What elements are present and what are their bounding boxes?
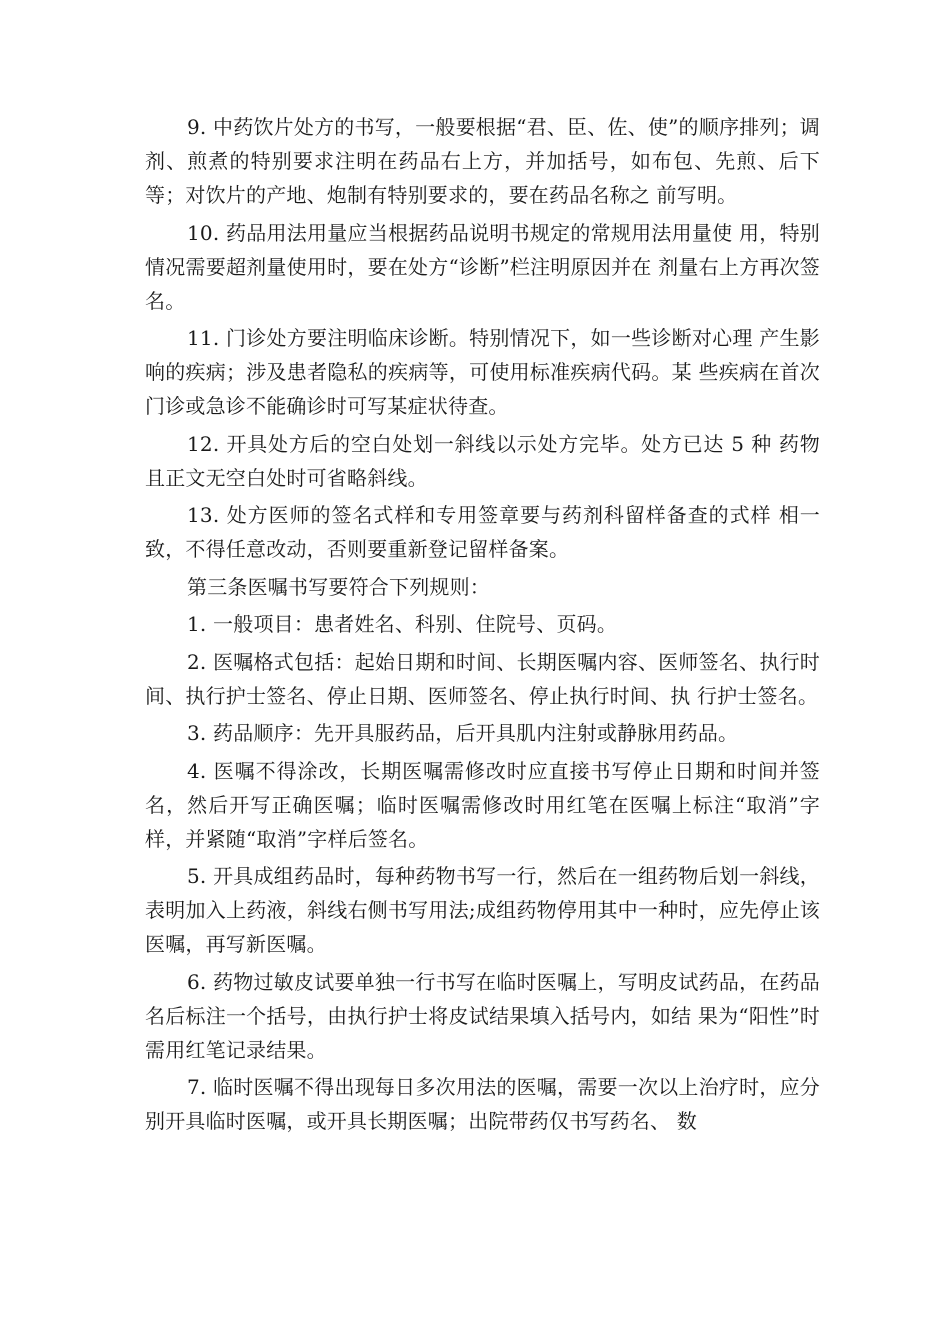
document-body <box>145 110 820 1142</box>
paragraph-rule-11: 11. 门诊处方要注明临床诊断。特别情况下，如一些诊断对心理 产生影响的疾病；涉及患者隐私的疾病等，可使用标准疾病代码。某 些疾病在首次门诊或急诊不能确诊时可写某症状待查。 <box>145 326 820 418</box>
paragraph-order-2: 2. 医嘱格式包括：起始日期和时间、长期医嘱内容、医师签名、执行时间、执行护士签名、停止日期、医师签名、停止执行时间、执 行护士签名。 <box>145 649 820 708</box>
paragraph-order-4: 4. 医嘱不得涂改，长期医嘱需修改时应直接书写停止日期和时间并签名，然后开写正确医嘱；临时医嘱需修改时用红笔在医嘱上标注“取消”字样，并紧随“取消”字样后签名。 <box>145 758 820 851</box>
paragraph-rule-13: 13. 处方医师的签名式样和专用签章要与药剂科留样备查的式样 相一致，不得任意改动，否则要重新登记留样备案。 <box>145 503 820 561</box>
paragraph-rule-9: 9. 中药饮片处方的书写，一般要根据“君、臣、佐、使”的顺序排列；调剂、煎煮的特别要求注明在药品右上方，并加括号，如布包、先煎、后下等；对饮片的产地、炮制有特别要求的，要在药品名称之 前写明。 <box>145 115 820 207</box>
paragraph-rule-12: 12. 开具处方后的空白处划一斜线以示处方完毕。处方已达 5 种 药物且正文无空白处时可省略斜线。 <box>145 431 820 490</box>
paragraph-order-5: 5. 开具成组药品时，每种药物书写一行，然后在一组药物后划一斜线，表明加入上药液，斜线右侧书写用法;成组药物停用其中一种时，应先停止该医嘱，再写新医嘱。 <box>145 864 820 956</box>
paragraph-order-3: 3. 药品顺序：先开具服药品，后开具肌内注射或静脉用药品。 <box>187 721 739 745</box>
paragraph-order-1: 1. 一般项目：患者姓名、科别、住院号、页码。 <box>187 612 618 636</box>
section-heading-article-3: 第三条医嘱书写要符合下列规则： <box>187 574 490 599</box>
paragraph-rule-10: 10. 药品用法用量应当根据药品说明书规定的常规用法用量使 用，特别情况需要超剂量使用时，要在处方“诊断”栏注明原因并在 剂量右上方再次签名。 <box>145 220 820 313</box>
paragraph-order-7: 7. 临时医嘱不得出现每日多次用法的医嘱，需要一次以上治疗时，应分别开具临时医嘱，或开具长期医嘱；出院带药仅书写药名、 数 <box>145 1075 820 1133</box>
paragraph-order-6: 6. 药物过敏皮试要单独一行书写在临时医嘱上，写明皮试药品，在药品名后标注一个括号，由执行护士将皮试结果填入括号内，如结 果为“阳性”时需用红笔记录结果。 <box>145 969 820 1062</box>
